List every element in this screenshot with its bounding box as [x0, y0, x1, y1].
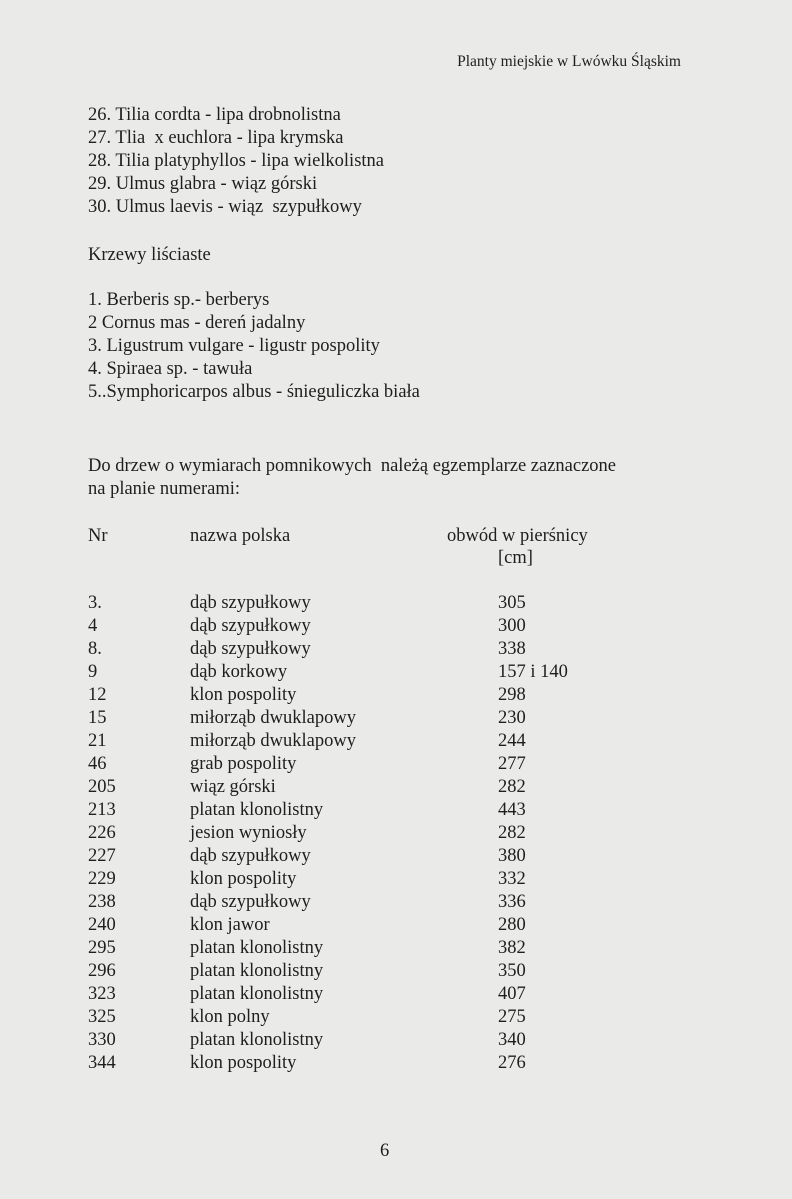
cell-nr: 213 — [88, 800, 116, 820]
page-number: 6 — [380, 1141, 390, 1161]
cell-name: miłorząb dwuklapowy — [190, 731, 356, 751]
table-row — [88, 684, 648, 707]
cell-name: dąb szypułkowy — [190, 846, 311, 866]
cell-name: platan klonolistny — [190, 938, 324, 958]
table-row — [88, 1052, 648, 1075]
cell-name: wiąz górski — [190, 777, 276, 797]
cell-girth: 336 — [498, 892, 526, 912]
table-row — [88, 868, 648, 891]
cell-nr: 295 — [88, 938, 116, 958]
table-row — [88, 845, 648, 868]
cell-name: klon pospolity — [190, 1053, 297, 1073]
table-row — [88, 937, 648, 960]
cell-girth: 298 — [498, 685, 526, 705]
list-item: 30. Ulmus laevis - wiąz szypułkowy — [88, 197, 362, 217]
table-row — [88, 1029, 648, 1052]
cell-name: klon pospolity — [190, 685, 297, 705]
cell-nr: 15 — [88, 708, 107, 728]
table-header — [88, 525, 648, 571]
table-row — [88, 661, 648, 684]
cell-name: miłorząb dwuklapowy — [190, 708, 356, 728]
trees-list — [88, 104, 384, 219]
cell-name: klon pospolity — [190, 869, 297, 889]
cell-name: platan klonolistny — [190, 961, 324, 981]
list-item: 5..Symphoricarpos albus - śnieguliczka biała — [88, 382, 420, 402]
cell-nr: 9 — [88, 662, 98, 682]
list-item: 27. Tlia x euchlora - lipa krymska — [88, 128, 344, 148]
section-heading: Krzewy liściaste — [88, 245, 211, 265]
table-row — [88, 914, 648, 937]
cell-girth: 277 — [498, 754, 526, 774]
cell-name: dąb szypułkowy — [190, 892, 311, 912]
cell-girth: 300 — [498, 616, 526, 636]
table-row — [88, 1006, 648, 1029]
table-row — [88, 592, 648, 615]
cell-girth: 382 — [498, 938, 526, 958]
cell-name: dąb szypułkowy — [190, 593, 311, 613]
cell-name: klon jawor — [190, 915, 270, 935]
table-row — [88, 891, 648, 914]
cell-girth: 350 — [498, 961, 526, 981]
table-row — [88, 615, 648, 638]
list-item: 28. Tilia platyphyllos - lipa wielkolistna — [88, 151, 384, 171]
cell-girth: 244 — [498, 731, 526, 751]
cell-girth: 230 — [498, 708, 526, 728]
cell-nr: 229 — [88, 869, 116, 889]
cell-nr: 325 — [88, 1007, 116, 1027]
table-row — [88, 753, 648, 776]
cell-nr: 330 — [88, 1030, 116, 1050]
cell-nr: 46 — [88, 754, 107, 774]
monument-trees-table — [88, 592, 648, 1075]
table-row — [88, 799, 648, 822]
table-row — [88, 776, 648, 799]
shrubs-list — [88, 289, 420, 404]
cell-name: dąb korkowy — [190, 662, 288, 682]
running-header: Planty miejskie w Lwówku Śląskim — [457, 53, 681, 70]
cell-name: jesion wyniosły — [190, 823, 307, 843]
cell-nr: 296 — [88, 961, 116, 981]
table-row — [88, 983, 648, 1006]
intro-paragraph — [88, 455, 616, 501]
table-row — [88, 960, 648, 983]
cell-girth: 275 — [498, 1007, 526, 1027]
cell-girth: 282 — [498, 777, 526, 797]
table-row — [88, 730, 648, 753]
list-item: 1. Berberis sp.- berberys — [88, 290, 270, 310]
cell-nr: 21 — [88, 731, 107, 751]
cell-name: platan klonolistny — [190, 984, 324, 1004]
cell-girth: 380 — [498, 846, 526, 866]
cell-girth: 332 — [498, 869, 526, 889]
cell-girth: 443 — [498, 800, 526, 820]
cell-nr: 205 — [88, 777, 116, 797]
cell-nr: 323 — [88, 984, 116, 1004]
cell-nr: 8. — [88, 639, 102, 659]
cell-girth: 338 — [498, 639, 526, 659]
cell-nr: 240 — [88, 915, 116, 935]
cell-girth: 305 — [498, 593, 526, 613]
header-name: nazwa polska — [190, 526, 291, 546]
table-row — [88, 638, 648, 661]
paragraph-line: na planie numerami: — [88, 479, 241, 499]
cell-name: klon polny — [190, 1007, 270, 1027]
list-item: 26. Tilia cordta - lipa drobnolistna — [88, 105, 341, 125]
list-item: 29. Ulmus glabra - wiąz górski — [88, 174, 318, 194]
cell-name: platan klonolistny — [190, 800, 324, 820]
cell-name: grab pospolity — [190, 754, 297, 774]
cell-nr: 344 — [88, 1053, 116, 1073]
cell-nr: 3. — [88, 593, 102, 613]
cell-girth: 407 — [498, 984, 526, 1004]
paragraph-line: Do drzew o wymiarach pomnikowych należą egzemplarze zaznaczone — [88, 456, 617, 476]
cell-girth: 282 — [498, 823, 526, 843]
header-girth: obwód w pierśnicy — [447, 526, 588, 546]
cell-nr: 4 — [88, 616, 98, 636]
cell-girth: 276 — [498, 1053, 526, 1073]
cell-name: platan klonolistny — [190, 1030, 324, 1050]
cell-name: dąb szypułkowy — [190, 616, 311, 636]
cell-nr: 238 — [88, 892, 116, 912]
cell-nr: 226 — [88, 823, 116, 843]
cell-girth: 157 i 140 — [498, 662, 568, 682]
cell-nr: 12 — [88, 685, 107, 705]
cell-girth: 340 — [498, 1030, 526, 1050]
list-item: 3. Ligustrum vulgare - ligustr pospolity — [88, 336, 380, 356]
header-unit: [cm] — [498, 548, 533, 568]
list-item: 4. Spiraea sp. - tawuła — [88, 359, 253, 379]
header-nr: Nr — [88, 526, 108, 546]
cell-nr: 227 — [88, 846, 116, 866]
table-row — [88, 822, 648, 845]
cell-name: dąb szypułkowy — [190, 639, 311, 659]
list-item: 2 Cornus mas - dereń jadalny — [88, 313, 306, 333]
cell-girth: 280 — [498, 915, 526, 935]
table-row — [88, 707, 648, 730]
